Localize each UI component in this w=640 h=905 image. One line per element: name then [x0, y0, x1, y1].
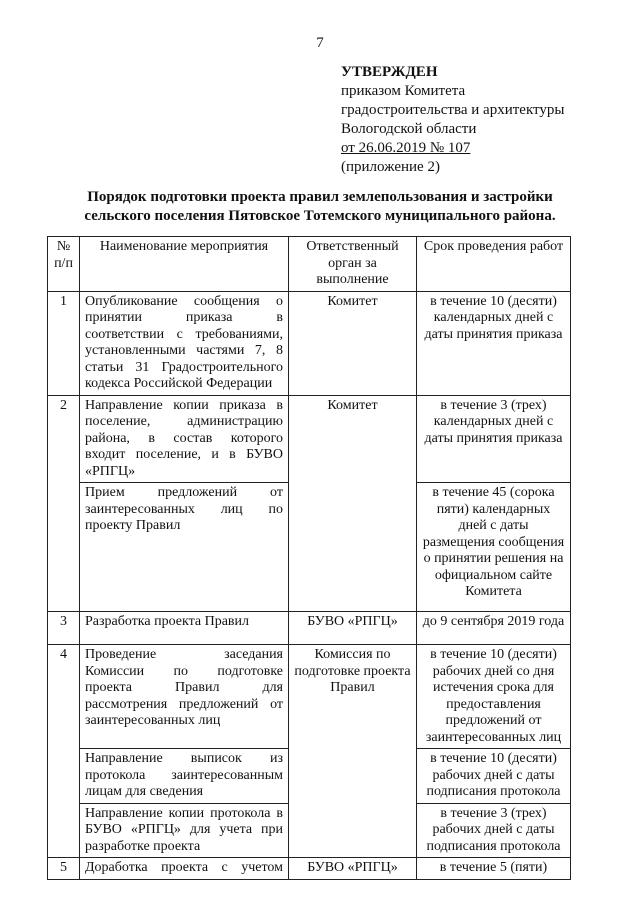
header-responsible: Ответственный орган за выполнение	[289, 237, 417, 292]
table-row	[48, 291, 571, 395]
row-responsible: Комитет	[289, 395, 417, 612]
row-name: Направление копии приказа в поселение, администрацию района, в состав которого входит поселение, и в БУВО «РПГЦ»	[80, 395, 289, 483]
row-name: Опубликование сообщения о принятии приказа в соответствии с требованиями, установленными частями 7, 8 статьи 31 Градостроительного кодекса Российской Федерации	[80, 291, 289, 395]
row-responsible: БУВО «РПГЦ»	[289, 612, 417, 645]
row-name: Разработка проекта Правил	[80, 612, 289, 645]
document-title	[50, 188, 590, 226]
header-deadline: Срок проведения работ	[417, 237, 571, 292]
row-deadline: в течение 45 (сорока пяти) календарных дней с даты размещения сообщения о принятии решения на официальном сайте Комитета	[417, 483, 571, 612]
row-num: 1	[48, 291, 80, 395]
row-deadline: до 9 сентября 2019 года	[417, 612, 571, 645]
row-num: 5	[48, 858, 80, 880]
row-name: Направление выписок из протокола заинтересованным лицам для сведения	[80, 749, 289, 804]
row-responsible: Комиссия по подготовке проекта Правил	[289, 645, 417, 858]
row-responsible: БУВО «РПГЦ»	[289, 858, 417, 880]
table-row	[48, 612, 571, 645]
row-deadline: в течение 3 (трех) календарных дней с даты принятия приказа	[417, 395, 571, 483]
table-header-row	[48, 237, 571, 292]
approval-line: приказом Комитета	[341, 83, 466, 99]
approval-heading: УТВЕРЖДЕН	[341, 64, 438, 80]
row-deadline: в течение 5 (пяти)	[417, 858, 571, 880]
row-name: Прием предложений от заинтересованных лиц по проекту Правил	[80, 483, 289, 612]
table-row	[48, 395, 571, 483]
row-responsible: Комитет	[289, 291, 417, 395]
row-deadline: в течение 3 (трех) рабочих дней с даты подписания протокола	[417, 803, 571, 858]
document-title-line: сельского поселения Пятовское Тотемского муниципального района.	[84, 208, 556, 224]
header-name: Наименование мероприятия	[80, 237, 289, 292]
procedure-table	[47, 236, 571, 880]
page-number: 7	[316, 35, 324, 51]
row-num: 3	[48, 612, 80, 645]
approval-line: (приложение 2)	[341, 159, 440, 175]
document-title-line: Порядок подготовки проекта правил землепользования и застройки	[87, 189, 553, 205]
approval-line: градостроительства и архитектуры	[341, 102, 565, 118]
row-deadline: в течение 10 (десяти) рабочих дней со дня истечения срока для предоставления предложений от заинтересованных лиц	[417, 645, 571, 749]
row-deadline: в течение 10 (десяти) календарных дней с даты принятия приказа	[417, 291, 571, 395]
table-row	[48, 645, 571, 749]
row-deadline: в течение 10 (десяти) рабочих дней с даты подписания протокола	[417, 749, 571, 804]
row-name: Направление копии протокола в БУВО «РПГЦ» для учета при разработке проекта	[80, 803, 289, 858]
header-num: № п/п	[48, 237, 80, 292]
row-num: 4	[48, 645, 80, 858]
approval-stamp	[341, 63, 564, 177]
table-row	[48, 858, 571, 880]
row-name: Доработка проекта с учетом	[80, 858, 289, 880]
row-num: 2	[48, 395, 80, 612]
approval-line: Вологодской области	[341, 121, 477, 137]
row-name: Проведение заседания Комиссии по подготовке проекта Правил для рассмотрения предложений от заинтересованных лиц	[80, 645, 289, 749]
approval-order-date: от 26.06.2019 № 107	[341, 140, 471, 156]
